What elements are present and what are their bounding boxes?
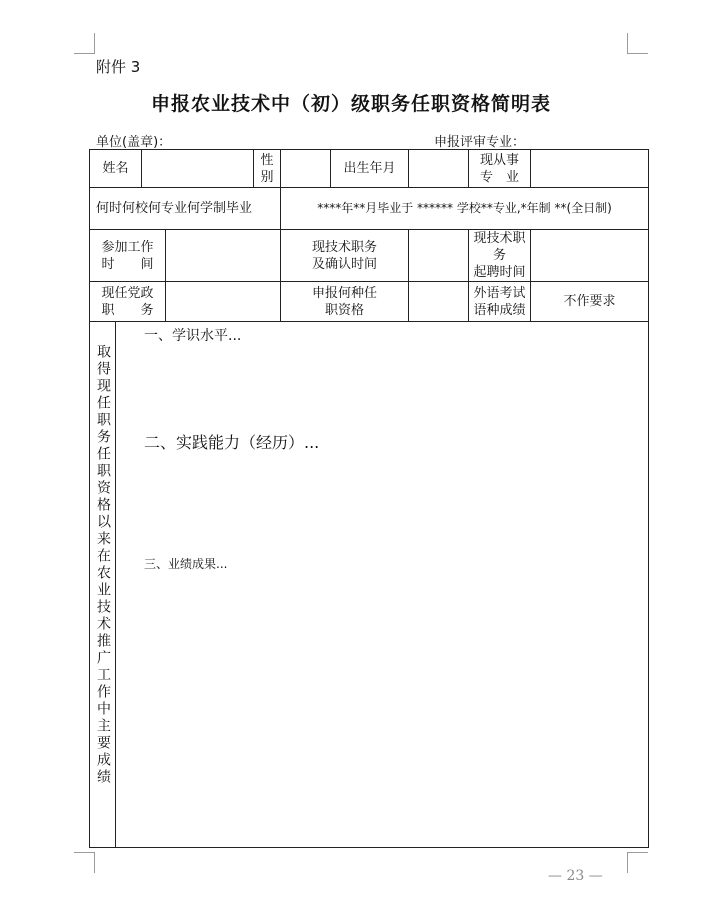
page-number: — 23 — xyxy=(548,868,603,884)
work-start-label: 参加工作 时 间 xyxy=(90,230,166,282)
row-personal-info xyxy=(90,150,649,188)
hire-date-value-cell[interactable] xyxy=(531,230,649,282)
name-value-cell[interactable] xyxy=(142,150,254,188)
document-title: 申报农业技术中（初）级职务任职资格简明表 xyxy=(150,93,551,115)
crop-mark-bottom-left xyxy=(74,852,95,873)
section-performance-results: 三、业绩成果... xyxy=(144,557,228,571)
row-work-start xyxy=(90,230,649,282)
crop-mark-top-right xyxy=(627,33,648,54)
work-start-value-cell[interactable] xyxy=(166,230,281,282)
section-academic-level: 一、学识水平... xyxy=(144,328,242,344)
crop-mark-top-left xyxy=(74,33,95,54)
name-label: 姓名 xyxy=(90,150,142,188)
birth-date-value-cell[interactable] xyxy=(409,150,469,188)
foreign-language-label: 外语考试 语种成绩 xyxy=(469,282,531,322)
review-specialty-label: 申报评审专业： xyxy=(434,135,526,150)
achievements-side-label-cell xyxy=(90,322,116,848)
achievements-side-label: 取得现任职务任职资格以来在农业技术推广工作中主要成绩 xyxy=(95,344,111,786)
current-title-value-cell[interactable] xyxy=(409,230,469,282)
crop-mark-bottom-right xyxy=(627,852,648,873)
education-value[interactable]: ****年**月毕业于 ****** 学校**专业,*年制 **(全日制) xyxy=(281,188,649,230)
row-party-position xyxy=(90,282,649,322)
qualification-form-table xyxy=(89,149,649,848)
hire-date-label: 现技术职务 起聘时间 xyxy=(469,230,531,282)
birth-date-label: 出生年月 xyxy=(331,150,409,188)
gender-value-cell[interactable] xyxy=(281,150,331,188)
education-label: 何时何校何专业何学制毕业 xyxy=(90,188,281,230)
current-title-label: 现技术职务 及确认时间 xyxy=(281,230,409,282)
apply-qualification-value-cell[interactable] xyxy=(409,282,469,322)
current-profession-value-cell[interactable] xyxy=(531,150,649,188)
party-position-value-cell[interactable] xyxy=(166,282,281,322)
apply-qualification-label: 申报何种任 职资格 xyxy=(281,282,409,322)
row-achievements xyxy=(90,322,649,848)
current-profession-label: 现从事 专 业 xyxy=(469,150,531,188)
foreign-language-value: 不作要求 xyxy=(531,282,649,322)
unit-seal-label: 单位(盖章)： xyxy=(96,135,172,150)
party-position-label: 现任党政 职 务 xyxy=(90,282,166,322)
row-education xyxy=(90,188,649,230)
section-practical-ability: 二、实践能力（经历）... xyxy=(144,433,320,452)
gender-label: 性 别 xyxy=(254,150,281,188)
achievements-content-cell[interactable] xyxy=(116,322,649,848)
annex-label: 附件 3 xyxy=(96,58,141,76)
